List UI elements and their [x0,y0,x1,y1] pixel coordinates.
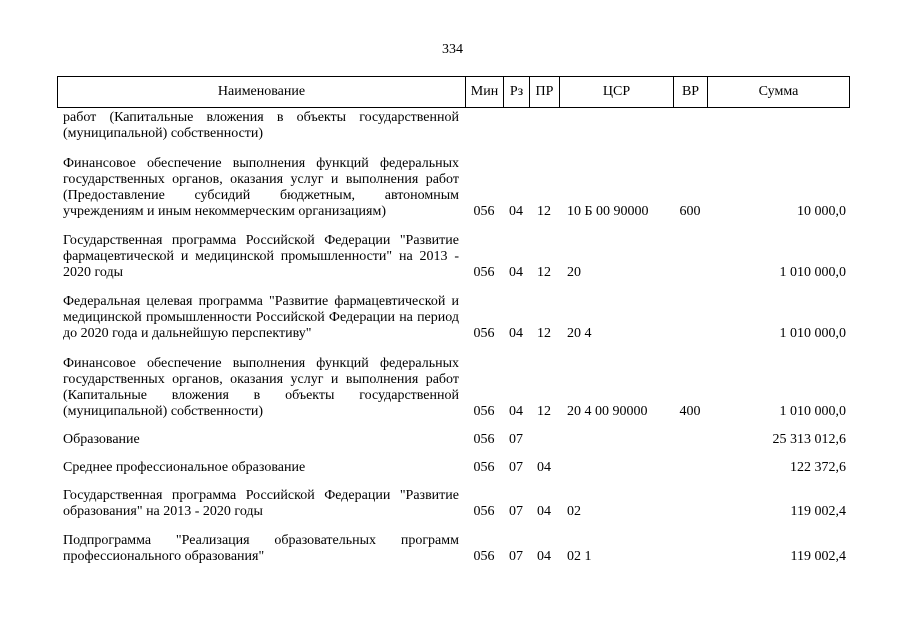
table-row [57,294,850,342]
header-rz: Рз [504,77,530,107]
row-csr: 10 Б 00 90000 [567,204,649,219]
table-row [57,356,850,420]
row-pr: 12 [537,404,551,419]
row-csr: 20 [567,265,581,280]
row-name: Среднее профессиональное образование [63,460,306,475]
row-pr: 12 [537,326,551,341]
row-name: Образование [63,432,140,447]
row-name: работ (Капитальные вложения в объекты государственной (муниципальной) собственности) [63,110,459,141]
row-sum: 10 000,0 [797,204,846,219]
row-name: Государственная программа Российской Федерации "Развитие образования" на 2013 - 2020 годы [63,488,459,519]
row-rz: 04 [509,204,523,219]
table-row [57,233,850,281]
row-name: Финансовое обеспечение выполнения функций федеральных государственных органов, оказания услуг и выполнения работ (Предоставление субсидий бюджетным, автономным учреждениям и иным некоммерческим организациям) [63,156,459,219]
header-pr: ПР [530,77,560,107]
table-row [57,488,850,520]
row-min: 056 [473,326,495,341]
row-pr: 12 [537,265,551,280]
header-sum: Сумма [758,84,799,99]
row-min: 056 [473,549,495,564]
row-name: Федеральная целевая программа "Развитие фармацевтической и медицинской промышленности Российской Федерации на период до 2020 года и дальнейшую перспективу" [63,294,459,341]
row-sum: 1 010 000,0 [779,404,846,419]
row-csr: 20 4 [567,326,592,341]
row-csr: 02 [567,504,581,519]
header-vr: ВР [674,77,708,107]
row-sum: 122 372,6 [790,460,846,475]
row-min: 056 [473,204,495,219]
row-name: Государственная программа Российской Федерации "Развитие фармацевтической и медицинской промышленности" на 2013 - 2020 годы [63,233,459,280]
row-min: 056 [473,460,495,475]
row-pr: 04 [537,460,551,475]
header-min: Мин [466,77,504,107]
row-min: 056 [473,404,495,419]
table-row [57,156,850,220]
table-row [57,533,850,565]
row-rz: 07 [509,432,523,447]
header-csr: ЦСР [560,77,674,107]
table-row [57,460,850,476]
row-rz: 07 [509,504,523,519]
row-rz: 04 [509,265,523,280]
table-row [57,432,850,448]
row-pr: 12 [537,204,551,219]
row-rz: 07 [509,460,523,475]
row-pr: 04 [537,549,551,564]
row-name: Финансовое обеспечение выполнения функций федеральных государственных органов, оказания услуг и выполнения работ (Капитальные вложения в объекты государственной (муниципальной) собственности) [63,356,459,419]
page-number: 334 [442,42,463,57]
table-header [57,76,850,108]
row-pr: 04 [537,504,551,519]
row-min: 056 [473,432,495,447]
table-row [57,110,850,142]
row-sum: 1 010 000,0 [779,326,846,341]
row-sum: 119 002,4 [790,549,846,564]
row-name: Подпрограмма "Реализация образовательных программ профессионального образования" [63,533,459,564]
table-body [57,108,850,565]
row-rz: 04 [509,404,523,419]
row-sum: 25 313 012,6 [772,432,846,447]
row-csr: 20 4 00 90000 [567,404,648,419]
row-sum: 119 002,4 [790,504,846,519]
row-min: 056 [473,504,495,519]
row-rz: 04 [509,326,523,341]
header-name: Наименование [58,77,466,107]
row-sum: 1 010 000,0 [779,265,846,280]
row-min: 056 [473,265,495,280]
row-vr: 400 [679,404,701,419]
row-vr: 600 [679,204,701,219]
row-rz: 07 [509,549,523,564]
row-csr: 02 1 [567,549,592,564]
